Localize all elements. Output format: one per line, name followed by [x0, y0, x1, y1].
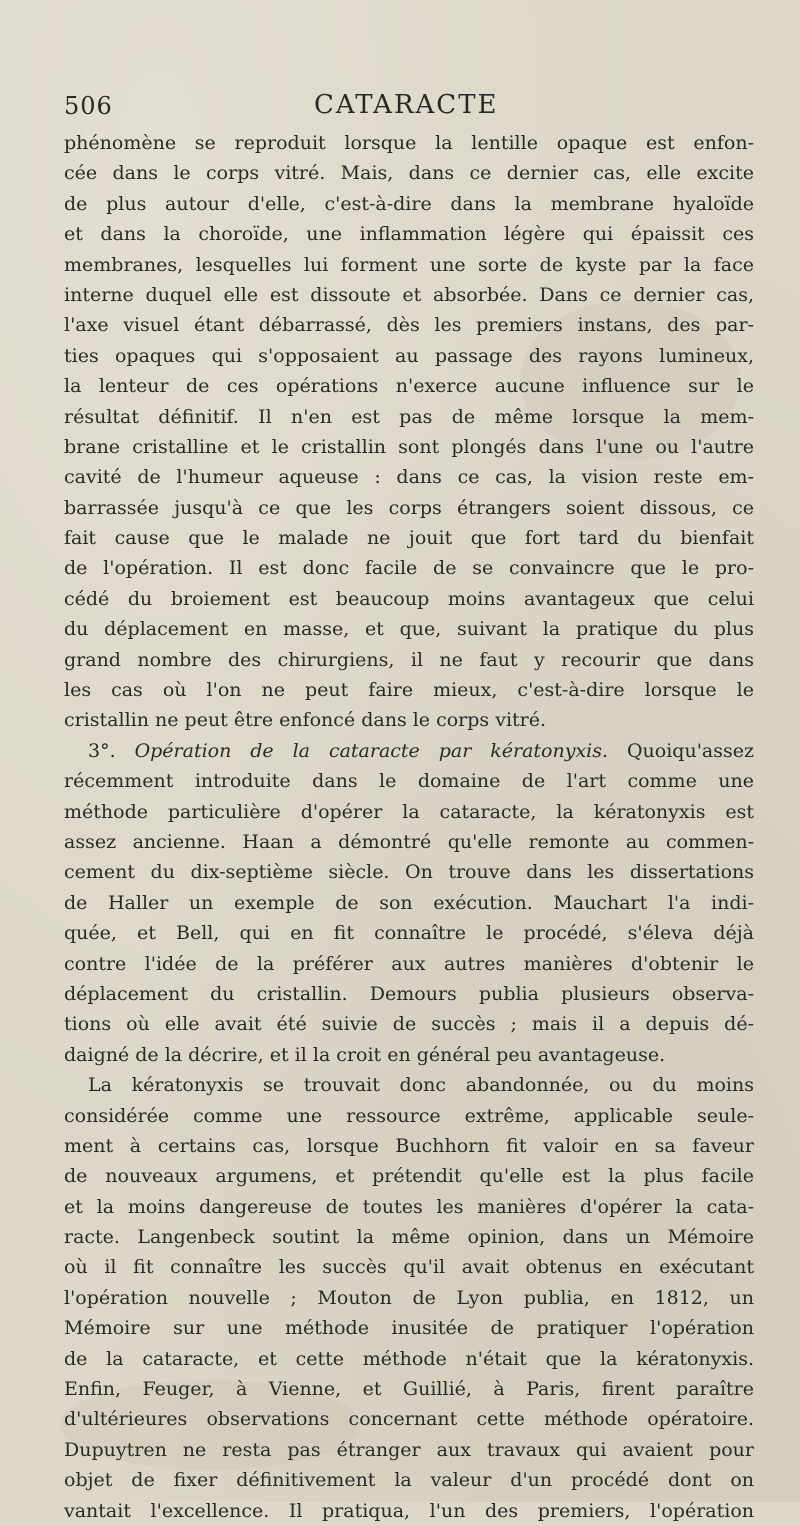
text-line [64, 1009, 754, 1039]
line-text: Quoiqu'assez [608, 739, 754, 762]
line-text: de Haller un exemple de son exécution. Mauchart l'a indi- [64, 891, 754, 914]
text-line [64, 584, 754, 614]
text-line [64, 493, 754, 523]
text-line [64, 614, 754, 644]
line-text: daigné de la décrire, et il la croit en général peu avantageuse. [64, 1043, 666, 1066]
line-text: barrassée jusqu'à ce que les corps étrangers soient dissous, ce [64, 496, 754, 519]
line-text: phénomène se reproduit lorsque la lentille opaque est enfon- [64, 132, 754, 154]
line-text: déplacement du cristallin. Demours publia plusieurs observa- [64, 982, 754, 1005]
text-line [64, 979, 754, 1009]
text-line [64, 736, 754, 766]
line-text: et la moins dangereuse de toutes les manières d'opérer la cata- [64, 1195, 754, 1218]
line-text: de la cataracte, et cette méthode n'était que la kératonyxis. [64, 1347, 754, 1370]
section-number: 3°. [88, 739, 135, 762]
line-text: cédé du broiement est beaucoup moins avantageux que celui [64, 587, 754, 610]
line-text: de plus autour d'elle, c'est-à-dire dans la membrane hyaloïde [64, 192, 754, 215]
text-line [64, 1374, 754, 1404]
line-text: quée, et Bell, qui en fit connaître le procédé, s'éleva déjà [64, 922, 754, 945]
text-line [64, 888, 754, 918]
line-text: vantait l'excellence. Il pratiqua, l'un des premiers, l'opération [64, 1499, 754, 1522]
line-text: cavité de l'humeur aqueuse : dans ce cas, la vision reste em- [64, 466, 754, 489]
text-line [64, 1283, 754, 1313]
page-header [64, 90, 744, 124]
text-line [64, 250, 754, 280]
line-text: tions où elle avait été suivie de succès ; mais il a depuis dé- [64, 1013, 754, 1036]
text-line [64, 1101, 754, 1131]
text-line [64, 1131, 754, 1161]
text-line [64, 462, 754, 492]
text-line [64, 857, 754, 887]
page-number: 506 [64, 92, 113, 120]
line-text: objet de fixer définitivement la valeur d'un procédé dont on [64, 1469, 754, 1492]
text-line [64, 645, 754, 675]
line-text: assez ancienne. Haan a démontré qu'elle remonte au commen- [64, 830, 754, 853]
line-text: cée dans le corps vitré. Mais, dans ce dernier cas, elle excite [64, 162, 754, 185]
line-text: récemment introduite dans le domaine de l'art comme une [64, 770, 754, 793]
text-line [64, 523, 754, 553]
text-line [64, 1435, 754, 1465]
line-text: ties opaques qui s'opposaient au passage des rayons lumineux, [64, 344, 754, 367]
text-line [64, 310, 754, 340]
line-text: de nouveaux argumens, et prétendit qu'elle est la plus facile [64, 1165, 754, 1188]
running-title: CATARACTE [314, 90, 499, 120]
text-line [64, 1252, 754, 1282]
text-line [64, 341, 754, 371]
text-line [64, 1313, 754, 1343]
text-line [64, 158, 754, 188]
text-line [64, 553, 754, 583]
line-text: Enfin, Feuger, à Vienne, et Guillié, à Paris, firent paraître [64, 1378, 754, 1401]
line-text: contre l'idée de la préférer aux autres manières d'obtenir le [64, 952, 754, 975]
text-line [64, 402, 754, 432]
text-line [64, 1040, 754, 1070]
text-line [64, 432, 754, 462]
line-text: membranes, lesquelles lui forment une sorte de kyste par la face [64, 253, 754, 276]
text-line [64, 675, 754, 705]
line-text: considérée comme une ressource extrême, applicable seule- [64, 1104, 754, 1127]
line-text: les cas où l'on ne peut faire mieux, c'est-à-dire lorsque le [64, 679, 754, 702]
body-text [64, 128, 754, 1526]
text-line [64, 128, 754, 158]
line-text: Mémoire sur une méthode inusitée de pratiquer l'opération [64, 1317, 754, 1340]
section-heading: Opération de la cataracte par kératonyxis. [134, 739, 609, 762]
line-text: cement du dix-septième siècle. On trouve dans les dissertations [64, 861, 754, 884]
text-line [64, 705, 754, 735]
line-text: interne duquel elle est dissoute et absorbée. Dans ce dernier cas, [64, 283, 754, 306]
line-text: l'axe visuel étant débarrassé, dès les premiers instans, des par- [64, 314, 754, 337]
text-line [64, 280, 754, 310]
line-text: de l'opération. Il est donc facile de se convaincre que le pro- [64, 557, 754, 580]
text-line [64, 1465, 754, 1495]
text-line [64, 371, 754, 401]
line-text: résultat définitif. Il n'en est pas de même lorsque la mem- [64, 405, 754, 428]
line-text: cristallin ne peut être enfoncé dans le corps vitré. [64, 709, 547, 732]
line-text: la lenteur de ces opérations n'exerce aucune influence sur le [64, 375, 754, 398]
text-line [64, 797, 754, 827]
line-text: et dans la choroïde, une inflammation légère qui épaissit ces [64, 223, 754, 246]
text-line [64, 189, 754, 219]
line-text: l'opération nouvelle ; Mouton de Lyon publia, en 1812, un [64, 1286, 754, 1309]
text-line [64, 766, 754, 796]
text-line [64, 1344, 754, 1374]
text-line [64, 1404, 754, 1434]
line-text: où il fit connaître les succès qu'il avait obtenus en exécutant [64, 1256, 754, 1279]
line-text: grand nombre des chirurgiens, il ne faut y recourir que dans [64, 648, 754, 671]
text-line [64, 1496, 754, 1526]
line-text: brane cristalline et le cristallin sont plongés dans l'une ou l'autre [64, 435, 754, 458]
text-line [64, 1161, 754, 1191]
text-line [64, 949, 754, 979]
line-text: racte. Langenbeck soutint la même opinion, dans un Mémoire [64, 1226, 754, 1249]
line-text: méthode particulière d'opérer la cataracte, la kératonyxis est [64, 800, 754, 823]
text-line [64, 1070, 754, 1100]
line-text: d'ultérieures observations concernant cette méthode opératoire. [64, 1408, 754, 1431]
line-text: fait cause que le malade ne jouit que fort tard du bienfait [64, 527, 754, 550]
line-text: Dupuytren ne resta pas étranger aux travaux qui avaient pour [64, 1438, 754, 1461]
text-line [64, 827, 754, 857]
text-line [64, 918, 754, 948]
text-line [64, 1222, 754, 1252]
text-line [64, 219, 754, 249]
line-text: du déplacement en masse, et que, suivant la pratique du plus [64, 618, 754, 641]
line-text: ment à certains cas, lorsque Buchhorn fit valoir en sa faveur [64, 1134, 754, 1157]
text-line [64, 1192, 754, 1222]
line-text: La kératonyxis se trouvait donc abandonnée, ou du moins [88, 1074, 754, 1097]
